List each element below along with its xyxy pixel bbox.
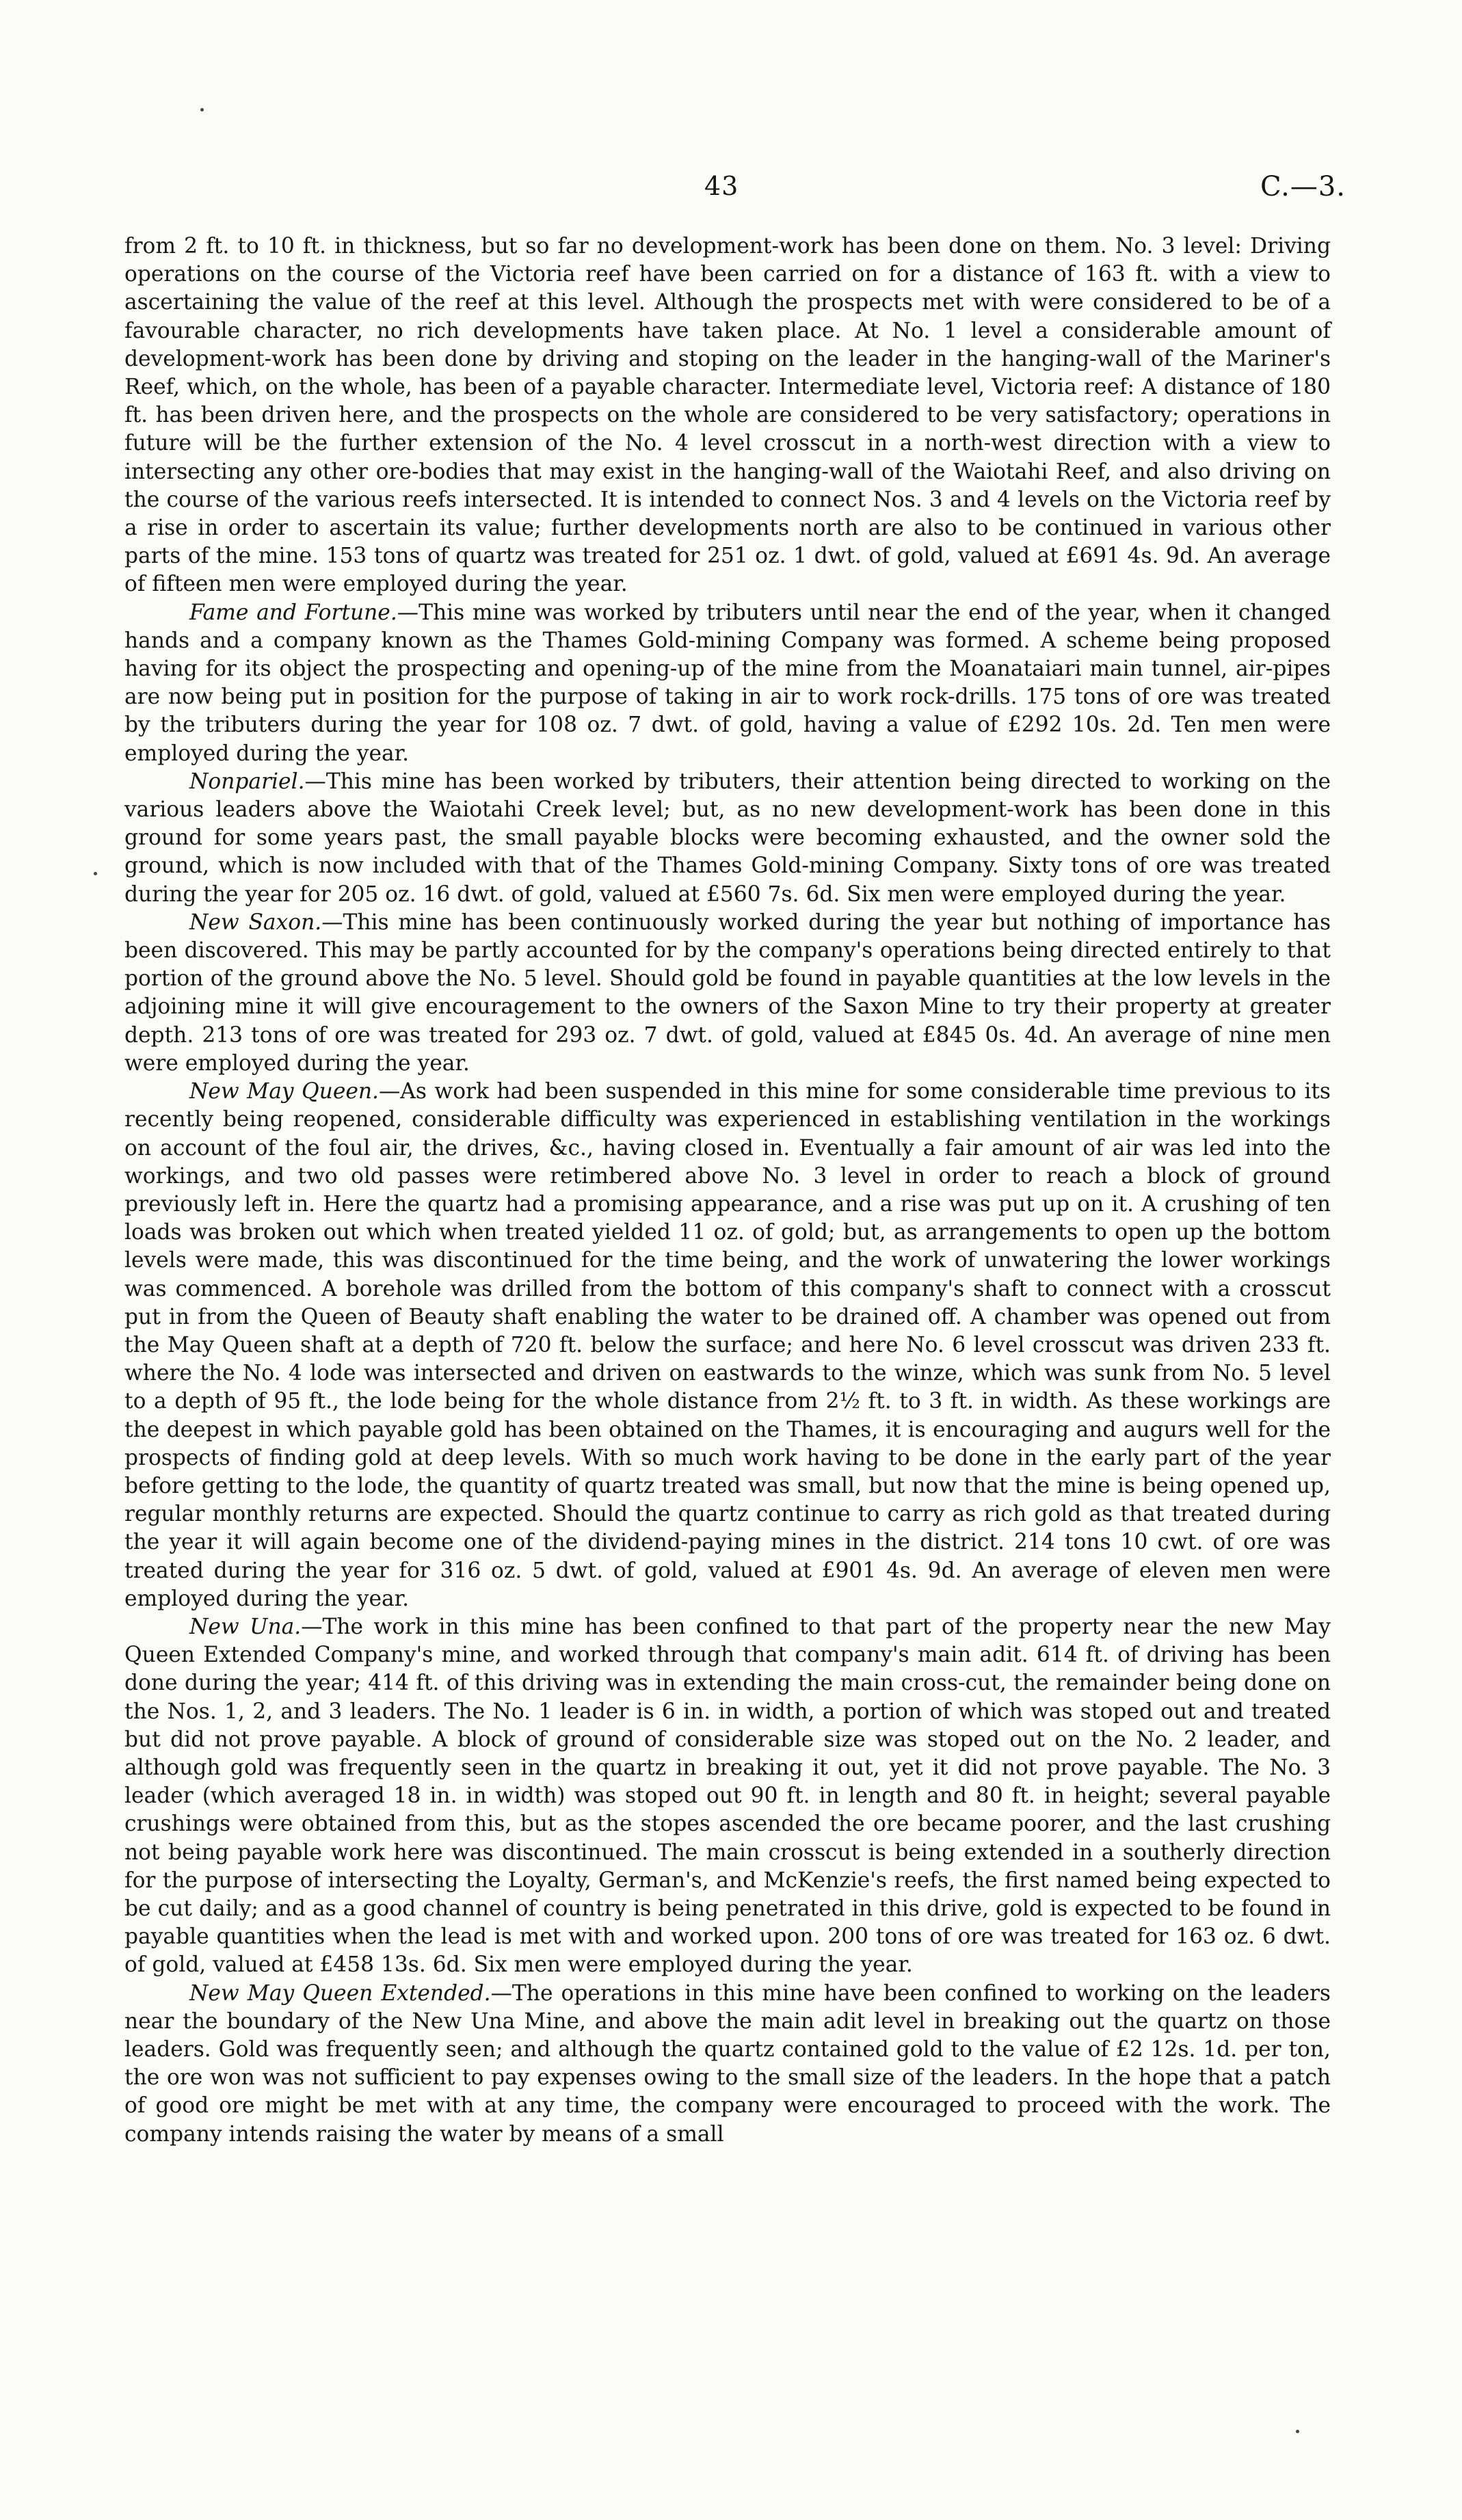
paper-speck <box>1296 2430 1299 2433</box>
paragraph-text: —This mine was worked by tributers until near the end of the year, when it changed hands and a company known as the Thames Gold-mining Company was formed. A scheme being proposed having for its object the prospecting and opening-up of the mine from the Moanataiari main tunnel, air-pipes are now being put in position for the purpose of taking in air to work rock-drills. 175 tons of ore was treated by the tributers during the year for 108 oz. 7 dwt. of gold, having a value of £292 10s. 2d. Ten men were employed during the year. <box>124 600 1331 766</box>
paragraph-new-may-queen-extended <box>124 1980 1331 2149</box>
paragraph-nonpariel <box>124 768 1331 909</box>
paragraph-text: from 2 ft. to 10 ft. in thickness, but so far no development-work has been done on them. No. 3 level: Driving operations on the course of the Victoria reef have been carried on for a distance of 163 ft. with a view to ascertaining the value of the reef at this level. Although the prospects met with were considered to be of a favourable character, no rich developments have taken place. At No. 1 level a considerable amount of development-work has been done by driving and stoping on the leader in the hanging-wall of the Mariner's Reef, which, on the whole, has been of a payable character. Intermediate level, Victoria reef: A distance of 180 ft. has been driven here, and the prospects on the whole are considered to be very satisfactory; operations in future will be the further extension of the No. 4 level crosscut in a north-west direction with a view to intersecting any other ore-bodies that may exist in the hanging-wall of the Waiotahi Reef, and also driving on the course of the various reefs intersected. It is intended to connect Nos. 3 and 4 levels on the Victoria reef by a rise in order to ascertain its value; further developments north are also to be continued in various other parts of the mine. 153 tons of quartz was treated for 251 oz. 1 dwt. of gold, valued at £691 4s. 9d. An average of fifteen men were employed during the year. <box>124 234 1331 597</box>
mine-name: New May Queen. <box>189 1079 379 1104</box>
paragraph-fame-and-fortune <box>124 599 1331 768</box>
mine-name: Fame and Fortune. <box>189 600 397 625</box>
paragraph-text: —The work in this mine has been confined to that part of the property near the new May Queen Extended Company's mine, and worked through that company's main adit. 614 ft. of driving has been done during the year; 414 ft. of this driving was in extending the main cross-cut, the remainder being done on the Nos. 1, 2, and 3 leaders. The No. 1 leader is 6 in. in width, a portion of which was stoped out and treated but did not prove payable. A block of ground of considerable size was stoped out on the No. 2 leader, and although gold was frequently seen in the quartz in breaking it out, yet it did not prove payable. The No. 3 leader (which averaged 18 in. in width) was stoped out 90 ft. in length and 80 ft. in height; several payable crushings were obtained from this, but as the stopes ascended the ore became poorer, and the last crushing not being payable work here was discontinued. The main crosscut is being extended in a southerly direction for the purpose of intersecting the Loyalty, German's, and McKenzie's reefs, the first named being expected to be cut daily; and as a good channel of country is being penetrated in this drive, gold is expected to be found in payable quantities when the lead is met with and worked upon. 200 tons of ore was treated for 163 oz. 6 dwt. of gold, valued at £458 13s. 6d. Six men were employed during the year. <box>124 1614 1331 1978</box>
page-number: 43 <box>704 171 739 201</box>
mine-name: New May Queen Extended. <box>189 1980 491 2006</box>
paragraph-text: —This mine has been worked by tributers, their attention being directed to working on the various leaders above the Waiotahi Creek level; but, as no new development-work has been done in this ground for some years past, the small payable blocks were becoming exhausted, and the owner sold the ground, which is now included with that of the Thames Gold-mining Company. Sixty tons of ore was treated during the year for 205 oz. 16 dwt. of gold, valued at £560 7s. 6d. Six men were employed during the year. <box>124 769 1331 907</box>
mine-name: New Una. <box>189 1614 302 1639</box>
report-code: C.—3. <box>1260 171 1346 202</box>
body-text <box>124 233 1331 2149</box>
paragraph-text: —The operations in this mine have been confined to working on the leaders near the boundary of the New Una Mine, and above the main adit level in breaking out the quartz on those leaders. Gold was frequently seen; and although the quartz contained gold to the value of £2 12s. 1d. per ton, the ore won was not sufficient to pay expenses owing to the small size of the leaders. In the hope that a patch of good ore might be met with at any time, the company were encouraged to proceed with the work. The company intends raising the water by means of a small <box>124 1980 1331 2147</box>
paragraph-text: —As work had been suspended in this mine for some considerable time previous to its recently being reopened, considerable difficulty was experienced in establishing ventilation in the workings on account of the foul air, the drives, &c., having closed in. Eventually a fair amount of air was led into the workings, and two old passes were retimbered above No. 3 level in order to reach a block of ground previously left in. Here the quartz had a promising appearance, and a rise was put up on it. A crushing of ten loads was broken out which when treated yielded 11 oz. of gold; but, as arrangements to open up the bottom levels were made, this was discontinued for the time being, and the work of unwatering the lower workings was commenced. A borehole was drilled from the bottom of this company's shaft to connect with a crosscut put in from the Queen of Beauty shaft enabling the water to be drained off. A chamber was opened out from the May Queen shaft at a depth of 720 ft. below the surface; and here No. 6 level crosscut was driven 233 ft. where the No. 4 lode was intersected and driven on eastwards to the winze, which was sunk from No. 5 level to a depth of 95 ft., the lode being for the whole distance from 2½ ft. to 3 ft. in width. As these workings are the deepest in which payable gold has been obtained on the Thames, it is encouraging and augurs well for the prospects of finding gold at deep levels. With so much work having to be done in the early part of the year before getting to the lode, the quantity of quartz treated was small, but now that the mine is being opened up, regular monthly returns are expected. Should the quartz continue to carry as rich gold as that treated during the year it will again become one of the dividend-paying mines in the district. 214 tons 10 cwt. of ore was treated during the year for 316 oz. 5 dwt. of gold, valued at £901 4s. 9d. An average of eleven men were employed during the year. <box>124 1079 1331 1611</box>
mine-name: New Saxon. <box>189 910 322 935</box>
paragraph-new-saxon <box>124 909 1331 1078</box>
paragraph-continuation <box>124 233 1331 599</box>
paragraph-new-una <box>124 1613 1331 1980</box>
mine-name: Nonpariel. <box>189 769 305 794</box>
paper-speck <box>200 108 204 111</box>
paragraph-new-may-queen <box>124 1078 1331 1613</box>
paragraph-text: —This mine has been continuously worked during the year but nothing of importance has been discovered. This may be partly accounted for by the company's operations being directed entirely to that portion of the ground above the No. 5 level. Should gold be found in payable quantities at the low levels in the adjoining mine it will give encouragement to the owners of the Saxon Mine to try their property at greater depth. 213 tons of ore was treated for 293 oz. 7 dwt. of gold, valued at £845 0s. 4d. An average of nine men were employed during the year. <box>124 910 1331 1076</box>
page-header <box>129 171 1346 212</box>
paper-speck <box>94 872 97 875</box>
